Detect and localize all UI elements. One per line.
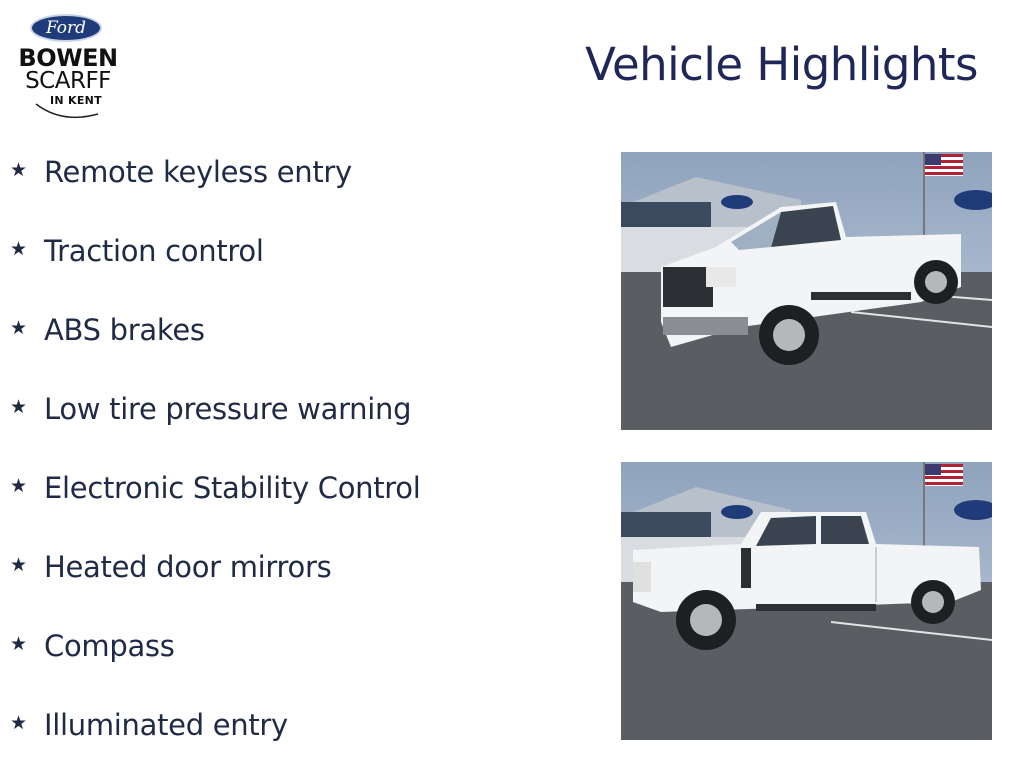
list-item <box>10 229 590 308</box>
star-icon: ★ <box>10 317 28 339</box>
star-icon: ★ <box>10 633 28 655</box>
logo-line-scarff: SCARFF <box>25 68 111 94</box>
ford-oval-logo <box>30 14 102 42</box>
list-item <box>10 545 590 624</box>
page-title: Vehicle Highlights <box>585 38 978 91</box>
dealer-logo <box>10 14 126 122</box>
feature-label: Remote keyless entry <box>44 155 352 189</box>
list-item <box>10 624 590 703</box>
star-icon: ★ <box>10 159 28 181</box>
star-icon: ★ <box>10 712 28 734</box>
star-icon: ★ <box>10 554 28 576</box>
list-item <box>10 150 590 229</box>
logo-line-bowen: BOWEN <box>18 44 118 72</box>
feature-label: Illuminated entry <box>44 708 288 742</box>
feature-label: Low tire pressure warning <box>44 392 412 426</box>
logo-swoosh-icon <box>32 100 102 120</box>
list-item <box>10 308 590 387</box>
truck-photo-front <box>621 152 992 430</box>
list-item <box>10 703 590 782</box>
truck-photo-side <box>621 462 992 740</box>
feature-label: Compass <box>44 629 175 663</box>
star-icon: ★ <box>10 238 28 260</box>
feature-label: ABS brakes <box>44 313 205 347</box>
star-icon: ★ <box>10 475 28 497</box>
ford-logo-text: Ford <box>45 18 87 38</box>
logo-line-in-kent: IN KENT <box>50 94 102 107</box>
feature-label: Heated door mirrors <box>44 550 332 584</box>
list-item <box>10 387 590 466</box>
feature-list <box>10 150 590 782</box>
feature-label: Traction control <box>44 234 264 268</box>
list-item <box>10 466 590 545</box>
star-icon: ★ <box>10 396 28 418</box>
feature-label: Electronic Stability Control <box>44 471 421 505</box>
